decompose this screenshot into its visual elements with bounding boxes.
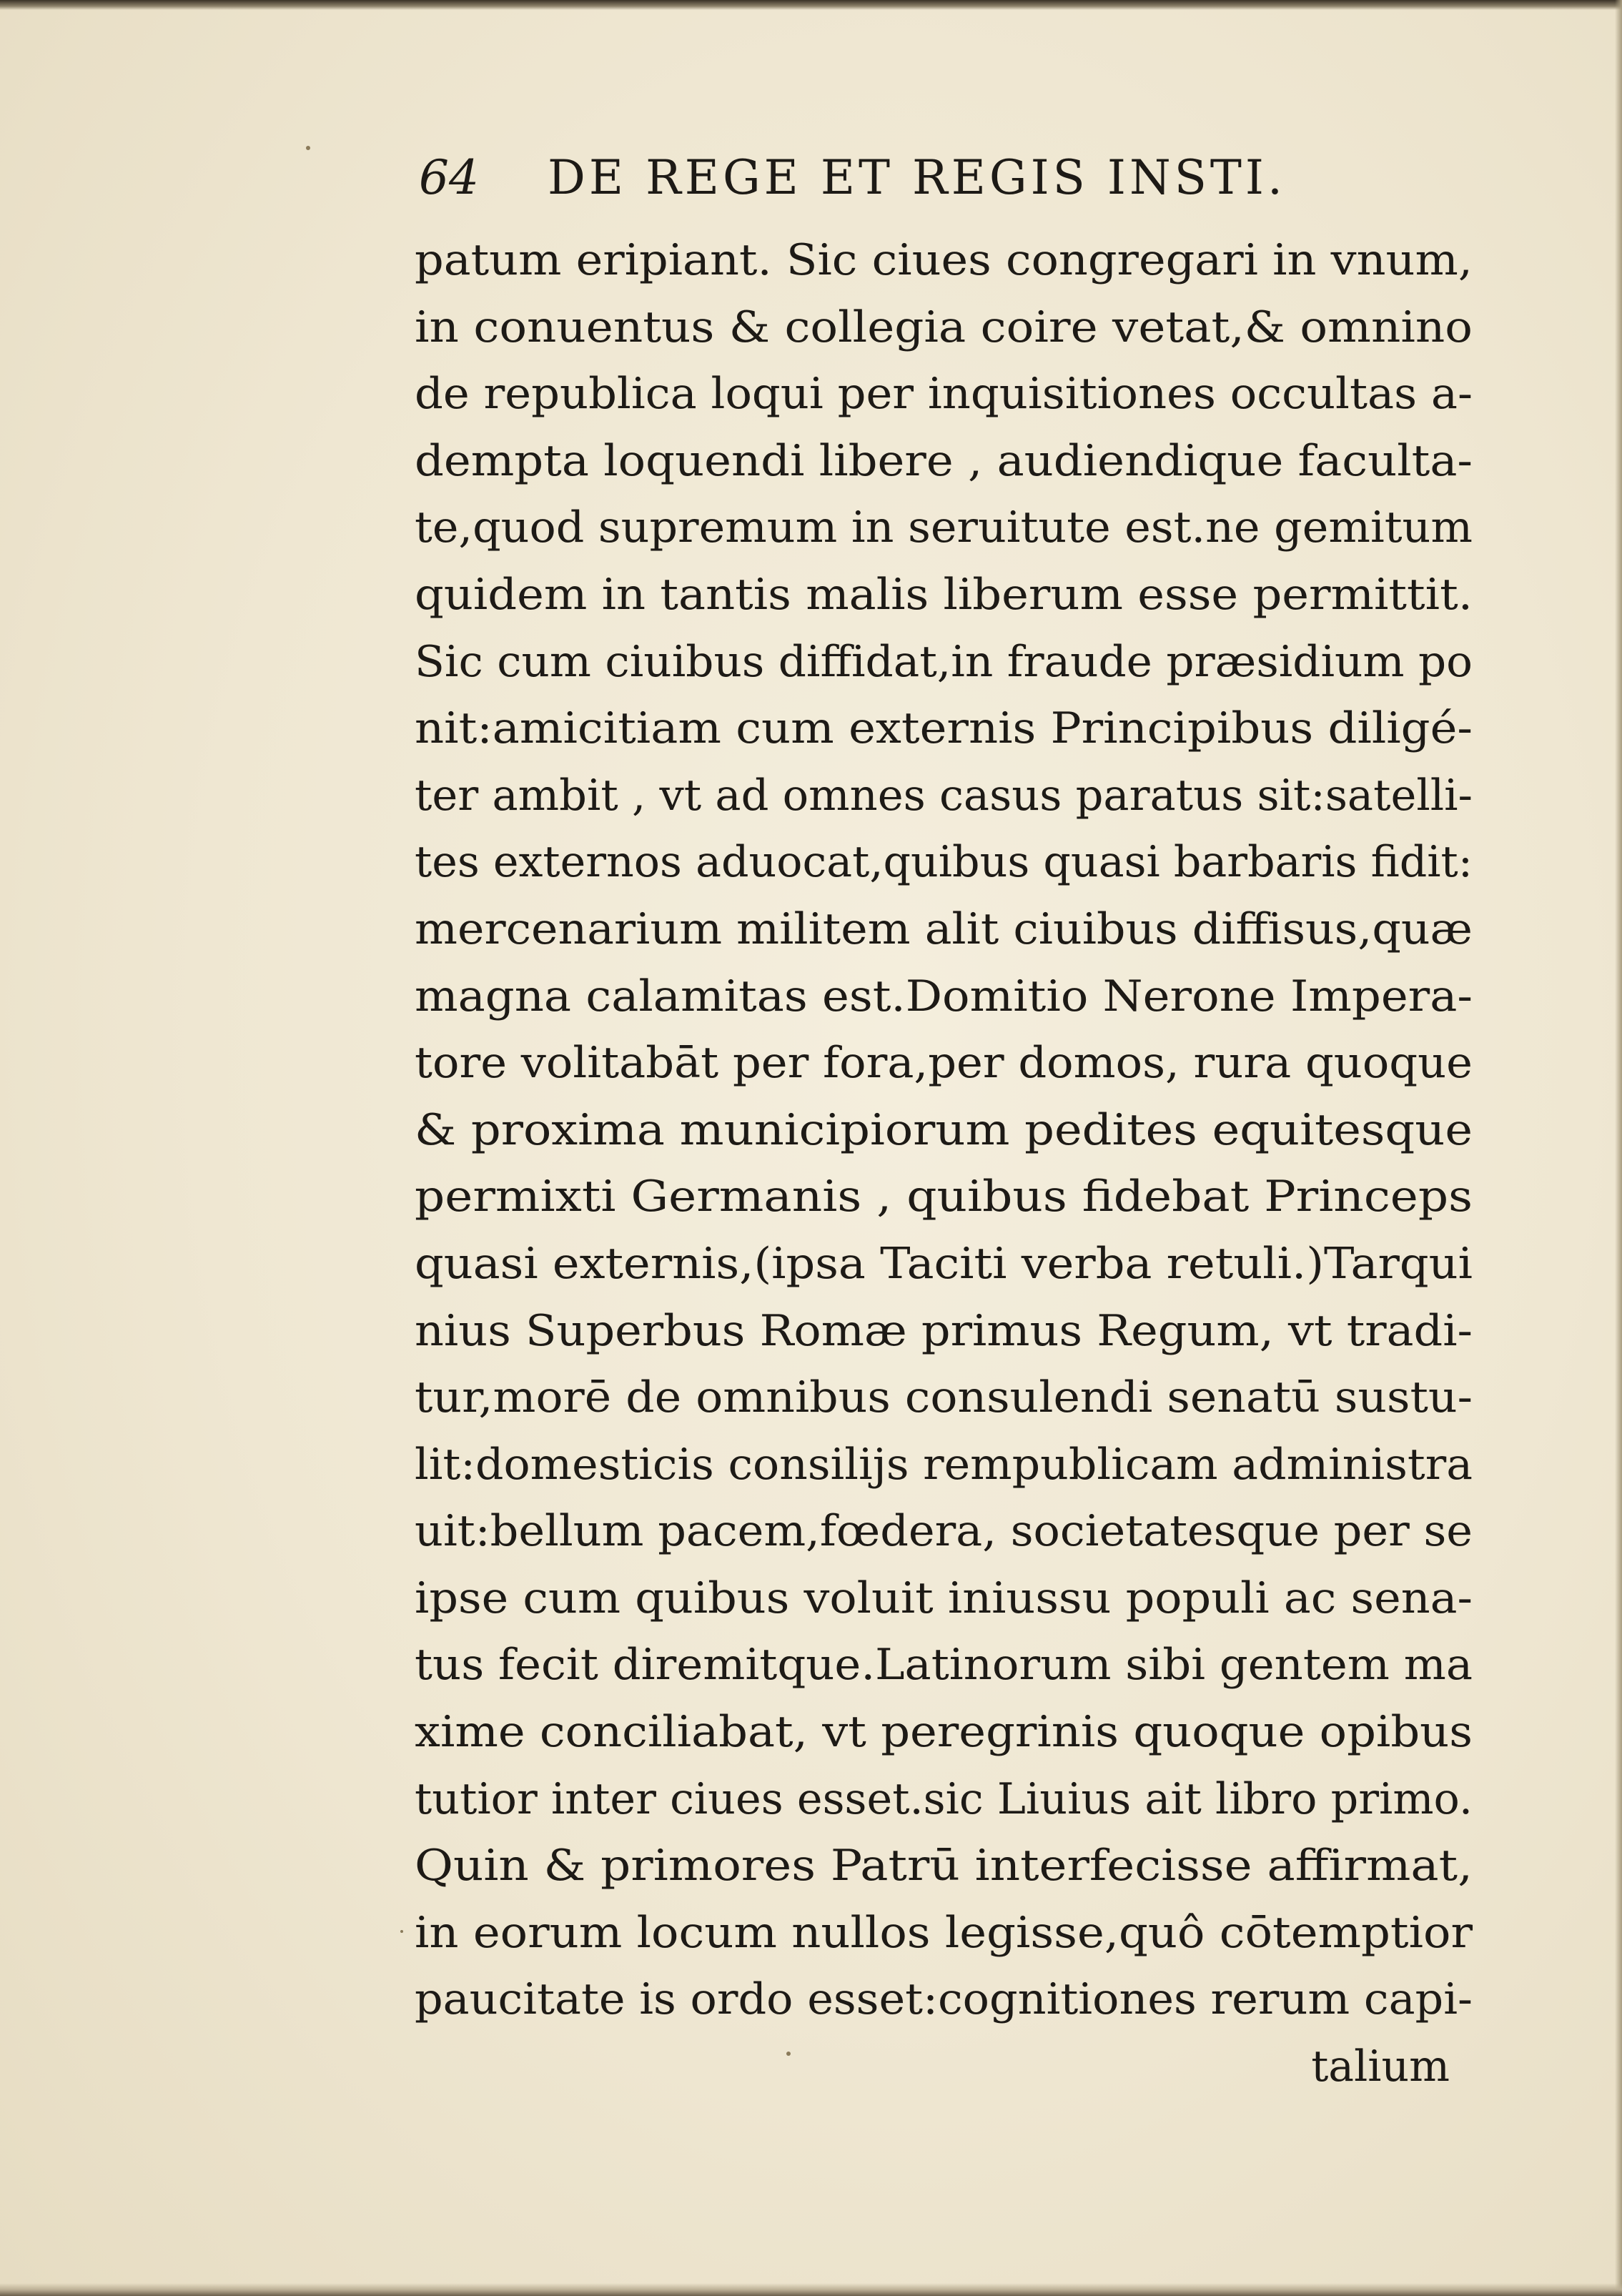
text-line: mercenarium militem alit ciuibus diffisus,quæ bbox=[415, 904, 1473, 954]
text-line: patum eripiant. Sic ciues congregari in vnum, bbox=[415, 235, 1473, 285]
text-line: in conuentus & collegia coire vetat,& omnino bbox=[415, 302, 1473, 352]
page-right-edge bbox=[1615, 0, 1622, 2296]
text-line: nit:amicitiam cum externis Principibus diligé- bbox=[415, 703, 1473, 754]
page-number: 64 bbox=[419, 150, 479, 205]
text-line: tus fecit diremitque.Latinorum sibi gentem ma bbox=[415, 1640, 1473, 1691]
text-line: nius Superbus Romæ primus Regum, vt tradi- bbox=[415, 1305, 1473, 1356]
text-line: tur,morē de omnibus consulendi senatū sustu- bbox=[415, 1372, 1473, 1423]
page-header bbox=[419, 150, 1348, 207]
page-bottom-edge bbox=[0, 2283, 1622, 2296]
text-line: paucitate is ordo esset:cognitiones rerum capi- bbox=[415, 1974, 1473, 2025]
text-line: in eorum locum nullos legisse,quô cōtemptior bbox=[415, 1907, 1473, 1958]
paper-speck bbox=[400, 1930, 403, 1933]
text-line: permixti Germanis , quibus fidebat Princeps bbox=[415, 1172, 1473, 1222]
text-line: ter ambit , vt ad omnes casus paratus sit:satelli- bbox=[415, 770, 1473, 821]
text-line: xime conciliabat, vt peregrinis quoque opibus bbox=[415, 1707, 1473, 1758]
text-line: quidem in tantis malis liberum esse permittit. bbox=[415, 569, 1473, 620]
text-line: dempta loquendi libere , audiendique faculta- bbox=[415, 435, 1473, 486]
text-line: Quin & primores Patrū interfecisse affirmat, bbox=[415, 1841, 1473, 1891]
text-line: tutior inter ciues esset.sic Liuius ait libro primo. bbox=[415, 1773, 1473, 1824]
paper-speck bbox=[306, 146, 310, 150]
text-line: Sic cum ciuibus diffidat,in fraude præsidium po bbox=[415, 636, 1473, 687]
text-line: quasi externis,(ipsa Taciti verba retuli.)Tarqui bbox=[415, 1238, 1473, 1289]
text-line: uit:bellum pacem,fœdera, societatesque per se bbox=[415, 1506, 1473, 1557]
text-line: tore volitabāt per fora,per domos, rura quoque bbox=[415, 1038, 1473, 1089]
text-line: lit:domesticis consilijs rempublicam administra bbox=[415, 1439, 1473, 1490]
text-line: de republica loqui per inquisitiones occultas a- bbox=[415, 369, 1473, 420]
running-head: DE REGE ET REGIS INSTI. bbox=[548, 150, 1286, 205]
text-line: ipse cum quibus voluit iniussu populi ac sena- bbox=[415, 1573, 1473, 1623]
body-text bbox=[415, 227, 1480, 2101]
page-top-edge bbox=[0, 0, 1622, 10]
text-line: te,quod supremum in seruitute est.ne gemitum bbox=[415, 503, 1473, 553]
text-line: magna calamitas est.Domitio Nerone Impera- bbox=[415, 971, 1473, 1021]
catchword: talium bbox=[1311, 2042, 1450, 2092]
text-line: & proxima municipiorum pedites equitesque bbox=[415, 1104, 1473, 1155]
text-line: tes externos aduocat,quibus quasi barbaris fidit: bbox=[415, 837, 1473, 888]
